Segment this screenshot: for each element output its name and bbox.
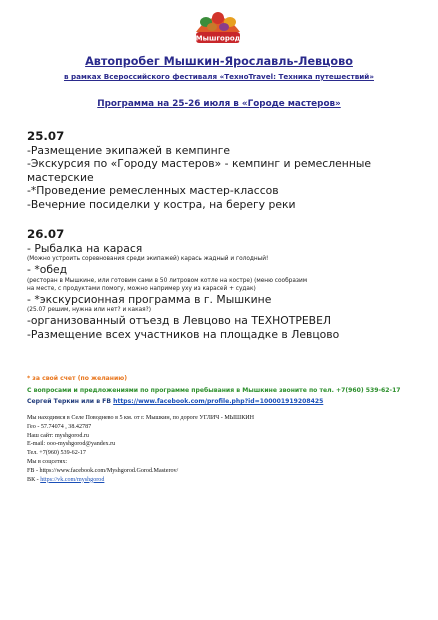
day2-lunch-note: на месте, с продуктами помогу, можно например уху из карасей + судак) (27, 285, 256, 292)
day2-lunch-note: (ресторан в Мышкине, или готовим сами в 50 литровом котле на костре) (меню сообразим (27, 277, 308, 284)
day2-excursion-note: (25.07 решим, нужна или нет? и какая?) (27, 307, 151, 314)
day1-item: -Экскурсия по «Городу мастеров» - кемпинг и ремесленные (27, 157, 372, 171)
day1-item: мастерские (27, 170, 94, 184)
day1-section (27, 130, 427, 212)
day2-date: 26.07 (27, 227, 65, 241)
facebook-profile-link[interactable]: https://www.facebook.com/profile.php?id=100001919208425 (113, 398, 324, 405)
questions-note: С вопросами и предложениями по программе пребывания в Мышкине звоните по тел. +7(960) 539-62-17 (27, 387, 401, 394)
day2-accommodation: -Размещение всех участников на площадке в Левцово (27, 327, 340, 341)
contacts-block (27, 414, 254, 484)
day2-lunch: - *обед (27, 263, 68, 277)
page-title: Автопробег Мышкин-Ярославль-Левцово (85, 55, 353, 68)
phone: Тел. +7(960) 539-62-17 (27, 450, 86, 457)
social-title: Мы в соцсетях: (27, 458, 68, 465)
day2-fishing: - Рыбалка на карася (27, 241, 143, 255)
day1-item: -Вечерние посиделки у костра, на берегу реки (27, 197, 296, 211)
day2-departure: -организованный отъезд в Левцово на ТЕХНОТРЕВЕЛ (27, 314, 332, 328)
day2-fishing-note: (Можно устроить соревнования среди экипажей) карась жадный и голодный! (27, 256, 269, 263)
vk-link[interactable]: https://vk.com/myshgorod (40, 476, 105, 483)
day1-date: 25.07 (27, 129, 65, 143)
program-title: Программа на 25-26 июля в «Городе мастеров» (97, 99, 341, 109)
facebook-page: FB - https://www.facebook.com/Myshgorod.Gorod.Masterov/ (27, 467, 179, 474)
vk-label: ВК - (27, 476, 41, 483)
facebook-contact (27, 398, 323, 405)
logo-text: Мышгород (195, 34, 241, 43)
day2-section (27, 228, 427, 342)
own-cost-note: * за свой счет (по желанию) (27, 375, 127, 382)
geo-coordinates: Гео - 57.74074 , 38.42787 (27, 423, 92, 430)
myshgorod-logo (190, 8, 246, 48)
vk-page (27, 476, 254, 485)
email: E-mail: ooo-myshgorod@yandex.ru (27, 441, 116, 448)
page-subtitle: в рамках Всероссийского фестиваля «ТехноTravel: Техника путешествий» (63, 72, 374, 81)
address: Мы находимся в Селе Поводнево в 5 км. от г. Мышкин, по дороге УГЛИЧ - МЫШКИН (27, 415, 255, 421)
facebook-contact-label: Сергей Теркин или в FB (27, 398, 114, 405)
day1-item: -Размещение экипажей в кемпинге (27, 143, 231, 157)
day2-excursion: - *экскурсионная программа в г. Мышкине (27, 292, 272, 306)
website: Наш сайт: myshgorod.ru (27, 432, 89, 439)
day1-item: -*Проведение ремесленных мастер-классов (27, 184, 279, 198)
